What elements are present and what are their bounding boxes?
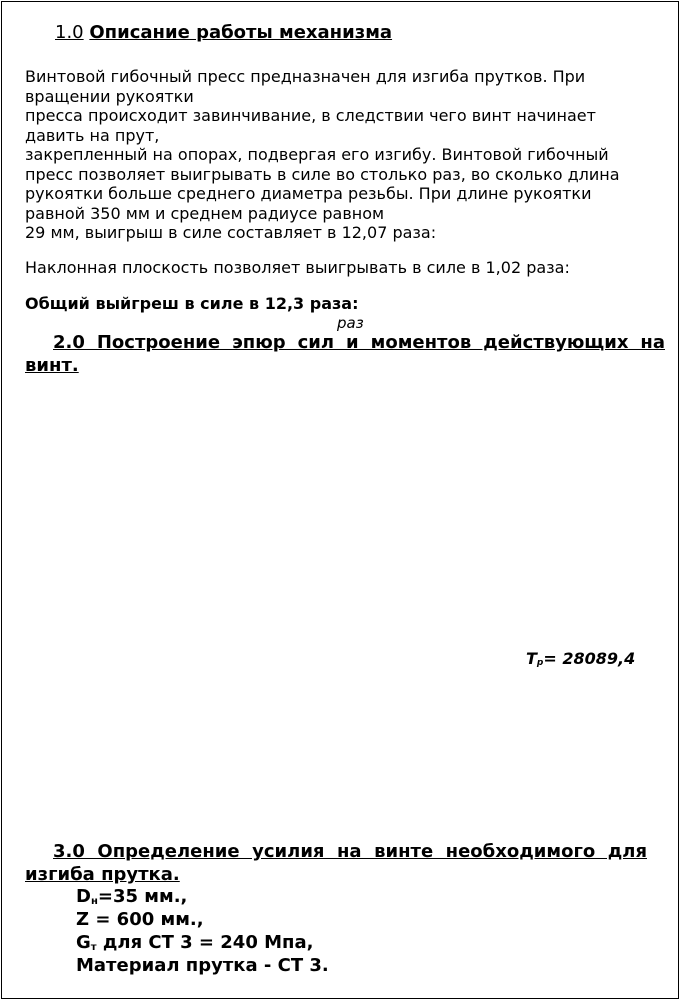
paragraph-line: пресс позволяет выигрывать в силе во столько раз, во сколько длина: [25, 164, 620, 184]
paragraph-line: закрепленный на опорах, подвергая его изгибу. Винтовой гибочный: [25, 145, 609, 164]
unit-label: раз: [337, 314, 364, 332]
total-gain-text: Общий выйгреш в силе в 12,3 раза:: [25, 294, 359, 313]
section2-heading: 2.0 Построение эпюр сил и моментов действующих на винт.: [25, 332, 665, 376]
paragraph-line: вращении рукоятки: [25, 86, 194, 106]
paragraph-line: равной 350 мм и среднем радиусе равном: [25, 203, 385, 223]
section1-heading: [55, 22, 392, 43]
tp-value: [526, 649, 635, 668]
g-symbol: G: [76, 932, 91, 953]
tp-number: = 28089,4: [543, 649, 636, 668]
d-subscript: н: [90, 896, 98, 907]
document-page: [1, 1, 679, 999]
d-symbol: D: [76, 886, 91, 907]
paragraph-line: рукоятки больше среднего диаметра резьбы. При длине рукоятки: [25, 184, 592, 203]
tp-symbol: T: [526, 649, 537, 668]
spec-material: Материал прутка - СТ 3.: [76, 955, 329, 976]
section1-title: Описание работы механизма: [89, 22, 393, 43]
g-subscript: т: [90, 942, 97, 953]
section3-heading: 3.0 Определение усилия на винте необходимого для изгиба прутка.: [25, 841, 647, 885]
tp-subscript: p: [536, 658, 544, 668]
g-value: для СТ 3 = 240 Мпа,: [96, 932, 314, 953]
paragraph-line: 29 мм, выигрыш в силе составляет в 12,07 раза:: [25, 223, 437, 242]
paragraph-line: Винтовой гибочный пресс предназначен для изгиба прутков. При: [25, 67, 586, 86]
d-value: =35 мм.,: [97, 886, 188, 907]
incline-gain-text: Наклонная плоскость позволяет выигрывать в силе в 1,02 раза:: [25, 258, 570, 277]
paragraph-line: пресса происходит завинчивание, в следствии чего винт начинает: [25, 106, 596, 125]
spec-z: Z = 600 мм.,: [76, 909, 204, 930]
paragraph-line: давить на прут,: [25, 125, 160, 145]
section1-paragraph: [25, 67, 620, 243]
section1-number: 1.0: [55, 22, 84, 43]
